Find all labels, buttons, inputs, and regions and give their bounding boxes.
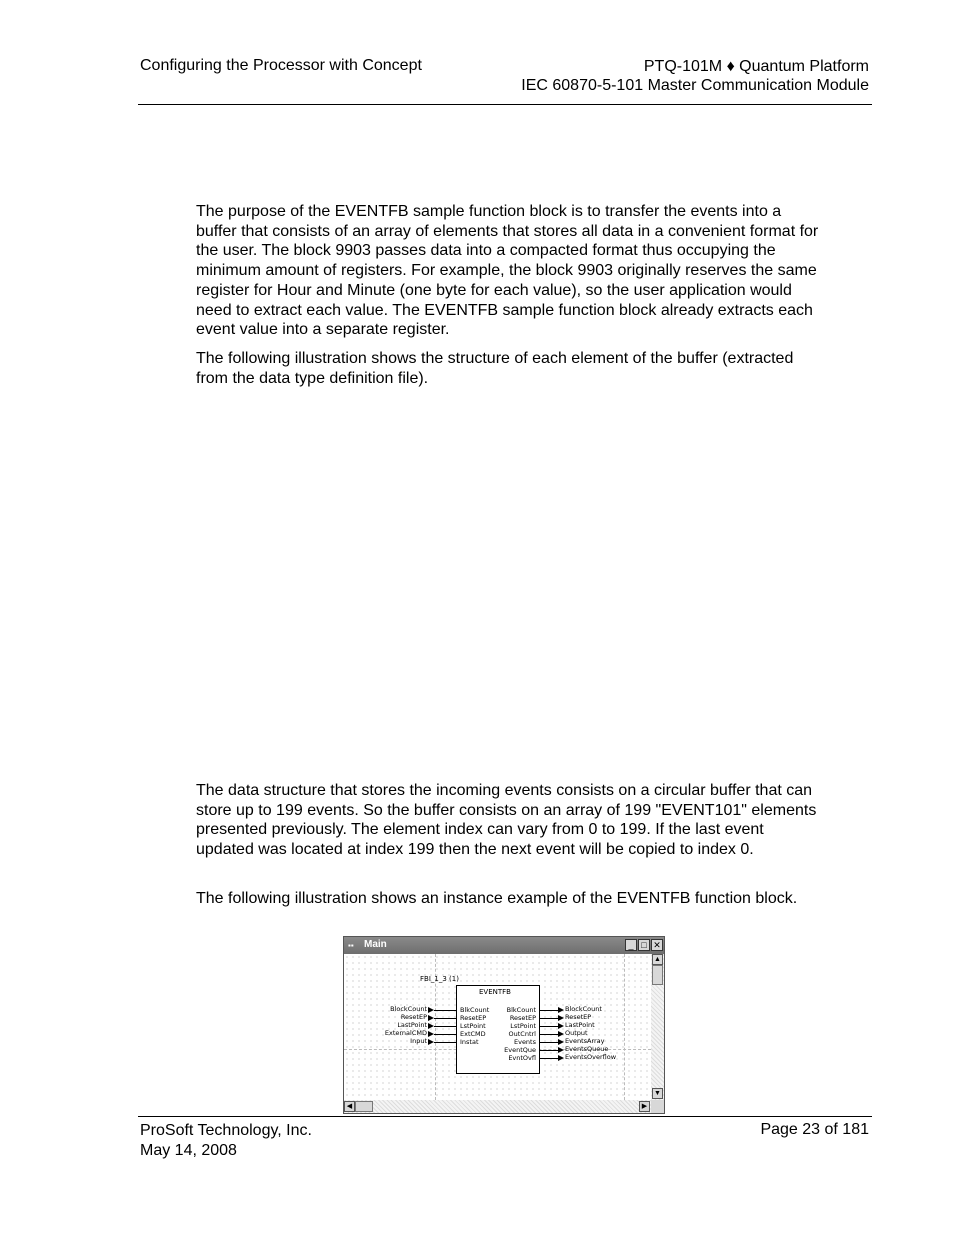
input-variable[interactable]: Input — [410, 1037, 427, 1045]
output-wire — [540, 1058, 558, 1059]
scroll-left-button[interactable]: ◀ — [344, 1101, 355, 1112]
input-wire — [434, 1026, 456, 1027]
fb-input-pin: ExtCMD — [460, 1030, 486, 1038]
horizontal-scroll-thumb[interactable] — [355, 1101, 373, 1112]
input-wire — [434, 1018, 456, 1019]
eventfb-block[interactable] — [456, 985, 540, 1074]
output-wire — [540, 1050, 558, 1051]
vertical-scroll-thumb[interactable] — [652, 965, 663, 985]
paragraph-instance-intro: The following illustration shows an instance example of the EVENTFB function block. — [196, 890, 798, 907]
fb-output-pin: EvntOvfl — [508, 1054, 536, 1062]
footer-rule — [138, 1116, 872, 1117]
window-title: Main — [364, 939, 387, 950]
output-arrow-icon — [558, 1047, 564, 1053]
output-wire — [540, 1018, 558, 1019]
header-product: PTQ-101M ♦ Quantum Platform — [643, 58, 869, 75]
output-variable[interactable]: LastPoint — [565, 1021, 595, 1029]
maximize-button[interactable]: □ — [638, 939, 650, 951]
header-left: Configuring the Processor with Concept — [140, 57, 422, 74]
minimize-button[interactable]: _ — [625, 939, 637, 951]
scrollbar-corner — [651, 1100, 664, 1113]
footer-company: ProSoft Technology, Inc. — [140, 1122, 312, 1139]
scroll-up-button[interactable]: ▲ — [652, 954, 663, 965]
output-variable[interactable]: EventsArray — [565, 1037, 605, 1045]
input-wire — [434, 1042, 456, 1043]
output-arrow-icon — [558, 1039, 564, 1045]
output-variable[interactable]: ResetEP — [565, 1013, 592, 1021]
fb-input-pin: ResetEP — [460, 1014, 487, 1022]
fb-output-pin: Events — [513, 1038, 536, 1046]
input-wire — [434, 1034, 456, 1035]
paragraph-circular-buffer: The data structure that stores the incoming events consists on a circular buffer that can store up to 199 events. So the buffer consists on an array of 199 "EVENT101" elements presented previously. The element index can vary from 0 to 199. If the last event updated was located at index 199 then the next event will be copied to index 0. — [196, 782, 817, 859]
vertical-scrollbar[interactable] — [651, 954, 664, 1100]
page-guide — [624, 954, 625, 1100]
output-variable[interactable]: BlockCount — [565, 1005, 602, 1013]
fb-output-pin: BlkCount — [506, 1006, 536, 1014]
output-arrow-icon — [558, 1023, 564, 1029]
window-system-icon[interactable]: ▪▪ — [348, 941, 354, 950]
header-right — [521, 57, 869, 95]
output-wire — [540, 1010, 558, 1011]
output-arrow-icon — [558, 1055, 564, 1061]
fb-instance-name: FBI_1_3 (1) — [420, 975, 459, 983]
input-variable[interactable]: BlockCount — [390, 1005, 427, 1013]
output-arrow-icon — [558, 1031, 564, 1037]
footer-date: May 14, 2008 — [140, 1141, 237, 1159]
output-variable[interactable]: EventsQueue — [565, 1045, 609, 1053]
output-arrow-icon — [558, 1015, 564, 1021]
output-variable[interactable]: Output — [565, 1029, 588, 1037]
scroll-right-button[interactable]: ▶ — [639, 1101, 650, 1112]
footer-page-number: Page 23 of 181 — [760, 1121, 869, 1138]
output-wire — [540, 1026, 558, 1027]
scroll-down-button[interactable]: ▼ — [652, 1088, 663, 1099]
window-title-bar[interactable] — [344, 937, 664, 954]
input-wire — [434, 1010, 456, 1011]
fb-input-pin: Instat — [460, 1038, 479, 1046]
input-variable[interactable]: ExternalCMD — [384, 1029, 427, 1037]
fb-output-pin: EventQue — [504, 1046, 536, 1054]
header-rule — [138, 104, 872, 105]
input-variable[interactable]: LastPoint — [397, 1021, 427, 1029]
horizontal-scrollbar[interactable] — [344, 1100, 651, 1113]
input-variable[interactable]: ResetEP — [400, 1013, 427, 1021]
paragraph-structure-intro: The following illustration shows the structure of each element of the buffer (extracted from the data type definition file). — [196, 350, 794, 387]
fb-input-pin: LstPoint — [460, 1022, 486, 1030]
concept-main-window — [343, 936, 665, 1114]
paragraph-eventfb-purpose: The purpose of the EVENTFB sample function block is to transfer the events into a buffer that consists of an array of elements that stores all data in a convenient format for the user. The block 9903 passes data into a compacted format thus occupying the minimum amount of registers. For example, the block 9903 originally reserves the same register for Hour and Minute (one byte for each value), so the user application would need to extract each value. The EVENTFB sample function block already extracts each event value into a separate register. — [196, 203, 819, 339]
output-wire — [540, 1042, 558, 1043]
fb-output-pin: LstPoint — [510, 1022, 536, 1030]
fb-input-pin: BlkCount — [460, 1006, 490, 1014]
output-arrow-icon — [558, 1007, 564, 1013]
fb-output-pin: OutCntrl — [508, 1030, 536, 1038]
footer-left — [140, 1121, 312, 1160]
header-module: IEC 60870-5-101 Master Communication Module — [521, 77, 869, 94]
close-button[interactable]: ✕ — [651, 939, 663, 951]
fb-output-pin: ResetEP — [509, 1014, 536, 1022]
output-wire — [540, 1034, 558, 1035]
fb-type-name: EVENTFB — [479, 988, 511, 996]
output-variable[interactable]: EventsOverflow — [565, 1053, 617, 1061]
fbd-canvas[interactable] — [344, 954, 651, 1100]
